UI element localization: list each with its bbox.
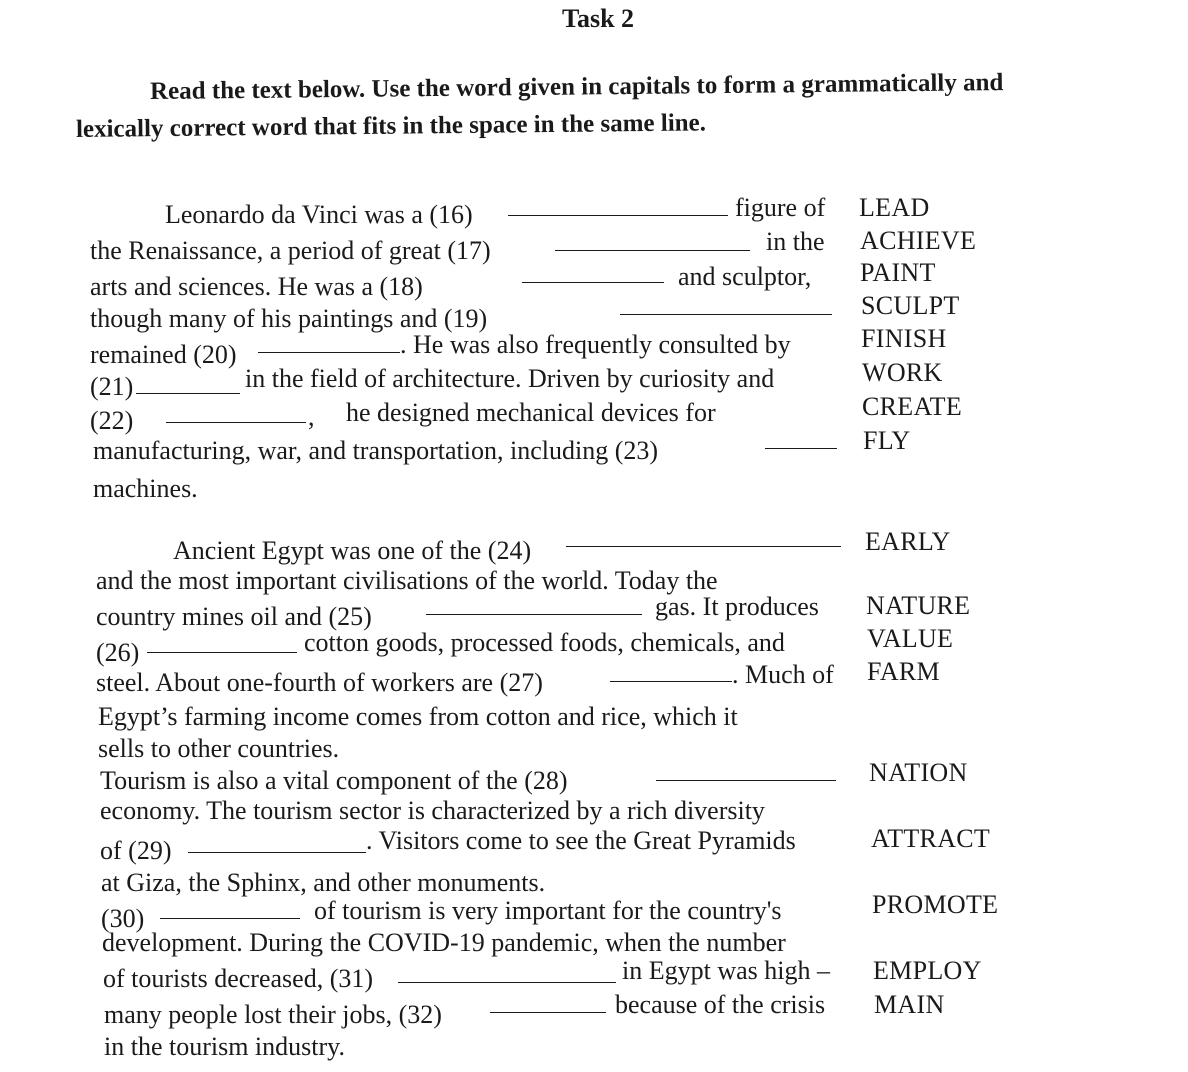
keyword-32: MAIN — [874, 990, 945, 1019]
blank-27[interactable] — [610, 667, 732, 682]
p1-line-7-start: (22) — [90, 406, 134, 435]
blank-17[interactable] — [555, 236, 750, 251]
blank-31[interactable] — [398, 968, 616, 983]
p2-line-12-end: of tourism is very important for the country's — [314, 896, 782, 925]
keyword-29: ATTRACT — [871, 824, 991, 853]
p1-line-5-start: remained (20) — [90, 340, 237, 369]
p2-line-12-start: (30) — [101, 904, 145, 933]
p1-line-1-end: figure of — [735, 193, 826, 222]
blank-20[interactable] — [258, 338, 400, 353]
p1-line-3-start: arts and sciences. He was a (18) — [90, 272, 423, 301]
p2-line-8-start: Tourism is also a vital component of the (28) — [100, 766, 568, 795]
keyword-17: ACHIEVE — [860, 226, 977, 255]
keyword-24: EARLY — [865, 527, 951, 556]
keyword-30: PROMOTE — [872, 890, 999, 919]
blank-32[interactable] — [490, 998, 606, 1013]
blank-30[interactable] — [160, 904, 300, 919]
p1-line-6-end: in the field of architecture. Driven by curiosity and — [245, 364, 775, 393]
p2-line-3-start: country mines oil and (25) — [96, 602, 372, 631]
instructions-line-2: lexically correct word that fits in the space in the same line. — [75, 109, 707, 143]
keyword-22: CREATE — [862, 392, 963, 421]
p2-line-16: in the tourism industry. — [104, 1032, 345, 1061]
blank-23[interactable] — [765, 434, 837, 449]
p2-line-13: development. During the COVID-19 pandemic, when the number — [102, 928, 786, 957]
blank-26[interactable] — [147, 638, 297, 653]
p2-line-5-end: . Much of — [732, 660, 834, 689]
keyword-20: FINISH — [861, 324, 947, 353]
p2-line-15-end: because of the crisis — [615, 990, 826, 1019]
p2-line-7: sells to other countries. — [98, 734, 340, 763]
instructions-line-1: Read the text below. Use the word given in capitals to form a grammatically and — [149, 69, 1004, 105]
p1-line-7-end — [346, 398, 836, 428]
p1-line-1-start: Leonardo da Vinci was a (16) — [165, 200, 473, 229]
blank-16[interactable] — [508, 201, 728, 216]
blank-24[interactable] — [566, 532, 841, 547]
blank-25[interactable] — [426, 600, 642, 615]
keyword-18: PAINT — [860, 258, 936, 287]
blank-19[interactable] — [620, 300, 832, 315]
p2-line-6: Egypt’s farming income comes from cotton and rice, which it — [98, 702, 738, 731]
p1-line-7-comma: , — [308, 402, 315, 431]
p1-line-2-end: in the — [766, 227, 825, 256]
p2-line-4-end: cotton goods, processed foods, chemicals, and — [304, 628, 785, 657]
p1-line-3-end: and sculptor, — [678, 262, 812, 291]
p1-line-6-start: (21) — [90, 372, 134, 401]
keyword-25: NATURE — [866, 591, 971, 620]
p1-line-9: machines. — [93, 474, 198, 503]
keyword-23: FLY — [863, 426, 911, 455]
blank-29[interactable] — [188, 838, 366, 853]
keyword-21: WORK — [862, 358, 943, 387]
p2-line-2: and the most important civilisations of the world. Today the — [96, 566, 718, 595]
keyword-19: SCULPT — [861, 291, 960, 320]
p2-line-9: economy. The tourism sector is characterized by a rich diversity — [100, 796, 765, 825]
p2-line-1-start: Ancient Egypt was one of the (24) — [173, 536, 532, 565]
p2-line-15-start: many people lost their jobs, (32) — [104, 1000, 442, 1029]
p1-line-7-text: he designed mechanical devices for — [346, 398, 716, 427]
p2-line-10-start: of (29) — [100, 836, 172, 865]
p1-line-4-start: though many of his paintings and (19) — [90, 304, 488, 333]
blank-28[interactable] — [656, 766, 836, 781]
p2-line-5-start: steel. About one-fourth of workers are (27) — [96, 668, 543, 697]
p1-line-8-start: manufacturing, war, and transportation, including (23) — [93, 436, 659, 465]
p2-line-14-start: of tourists decreased, (31) — [103, 964, 374, 993]
keyword-16: LEAD — [859, 193, 930, 222]
keyword-31: EMPLOY — [873, 956, 982, 985]
blank-21[interactable] — [136, 379, 240, 394]
p1-line-5-end: . He was also frequently consulted by — [400, 330, 791, 359]
keyword-27: FARM — [867, 657, 940, 686]
p2-line-11: at Giza, the Sphinx, and other monuments. — [101, 868, 546, 897]
p2-line-14-end: in Egypt was high – — [622, 956, 830, 985]
p1-line-2-start: the Renaissance, a period of great (17) — [90, 236, 491, 265]
p2-line-3-end: gas. It produces — [655, 592, 819, 621]
blank-18[interactable] — [522, 268, 664, 283]
p2-line-10-end: . Visitors come to see the Great Pyramids — [366, 826, 796, 855]
blank-22[interactable] — [166, 408, 306, 423]
p2-line-4-start: (26) — [96, 638, 140, 667]
keyword-26: VALUE — [867, 624, 954, 653]
task-title: Task 2 — [562, 4, 635, 33]
keyword-28: NATION — [869, 758, 968, 787]
